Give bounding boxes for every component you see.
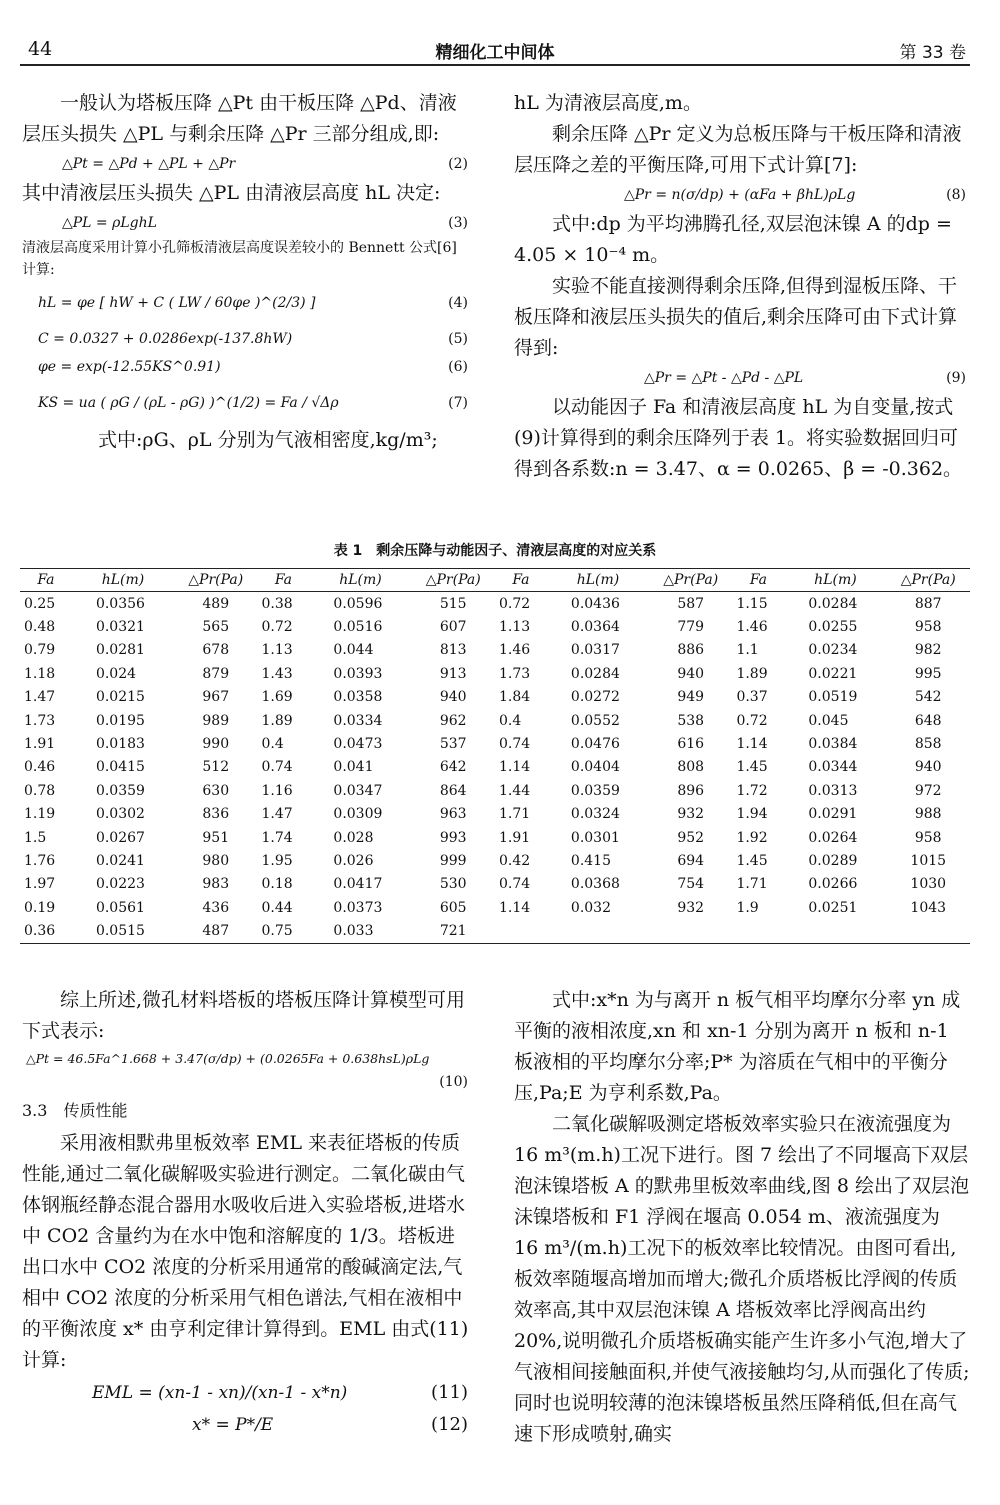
table-cell: 0.0234	[808, 642, 858, 659]
table-cell: 1015	[910, 852, 947, 869]
table-cell: 932	[677, 899, 705, 916]
table-cell: 0.0215	[95, 689, 145, 706]
table-cell: 972	[914, 782, 942, 799]
table-cell: 0.0255	[808, 619, 858, 636]
table-cell: 630	[202, 782, 230, 799]
table-cell: 0.72	[498, 595, 531, 612]
table-cell: 0.38	[261, 595, 293, 612]
table-cell: 940	[914, 759, 942, 776]
table-cell: 1.73	[498, 665, 531, 682]
table-cell: 0.0272	[570, 689, 620, 706]
paragraph: 式中:dp 为平均沸腾孔径,双层泡沫镍 A 的dp = 4.05 × 10⁻⁴ m。	[514, 213, 952, 266]
table-cell: 0.0359	[95, 782, 145, 799]
equation-number: (8)	[946, 187, 966, 203]
table-cell: 0.0321	[95, 619, 145, 636]
table-cell: 0.028	[333, 829, 374, 846]
table-cell: 0.041	[333, 759, 374, 776]
table-cell: 963	[439, 806, 467, 823]
table-cell: 0.032	[570, 899, 611, 916]
table-cell: 1.45	[736, 759, 768, 776]
table-row	[20, 592, 970, 616]
table-cell: 0.0264	[808, 829, 858, 846]
table-cell: 0.0417	[333, 876, 383, 893]
table-cell: 0.0515	[72, 919, 174, 943]
table-cell: 0.0347	[333, 782, 383, 799]
table-cell: 1.95	[261, 852, 293, 869]
equation-9	[514, 364, 970, 392]
table-cell: 982	[914, 642, 942, 659]
equation-10	[22, 1047, 472, 1071]
section-heading: 3.3 传质性能	[22, 1101, 128, 1120]
table-cell	[732, 919, 784, 943]
table-cell: 1.45	[736, 852, 768, 869]
table-cell: 1.73	[24, 712, 56, 729]
table-cell: 0.25	[24, 595, 56, 612]
table-cell: 0.72	[261, 619, 293, 636]
table-cell: 0.044	[333, 642, 374, 659]
col-header: △Pr(Pa)	[649, 569, 732, 592]
table-cell: 879	[202, 665, 230, 682]
paragraph: 采用液相默弗里板效率 EML 来表征塔板的传质性能,通过二氧化碳解吸实验进行测定。二氧化碳由气体钢瓶经静态混合器用水吸收后进入实验塔板,进塔水中 CO2 含量约为在水中饱和溶解度的 1/3。塔板进出口水中 CO2 浓度的分析采用通常的酸碱滴定法,气相中 CO2 浓度的分析采用气相色谱法,气相在液相中的平衡浓度 x* 由亨利定律计算得到。EML 由式(11)计算:	[22, 1132, 469, 1371]
table-cell: 616	[677, 736, 705, 753]
table-cell: 0.48	[24, 619, 56, 636]
table-row	[20, 896, 970, 919]
table-cell: 0.0313	[808, 782, 858, 799]
table-cell: 0.42	[498, 852, 531, 869]
table-cell: 0.0473	[333, 736, 383, 753]
table-cell: 0.44	[261, 899, 293, 916]
paragraph: 综上所述,微孔材料塔板的塔板压降计算模型可用下式表示:	[22, 989, 466, 1042]
table-cell: 0.72	[736, 712, 768, 729]
table-cell: 0.033	[309, 919, 411, 943]
page-number: 44	[28, 38, 53, 60]
equation-8	[514, 181, 970, 209]
equation-number: (2)	[448, 156, 468, 172]
table-cell: 1.44	[498, 782, 531, 799]
table-cell: 0.74	[498, 876, 531, 893]
left-column-bottom	[22, 985, 472, 1440]
equation-text: hL = φe [ hW + C ( LW / 60φe )^(2/3) ]	[38, 295, 316, 311]
table-cell: 836	[202, 806, 230, 823]
table-cell: 0.0552	[570, 712, 620, 729]
table-cell: 648	[914, 712, 942, 729]
table-cell: 642	[439, 759, 467, 776]
equation-text: △Pr = △Pt - △Pd - △PL	[644, 370, 804, 386]
table-row	[20, 873, 970, 896]
table-cell: 512	[202, 759, 230, 776]
table-cell: 958	[914, 829, 942, 846]
table-cell: 0.0284	[808, 595, 858, 612]
equation-4	[22, 281, 472, 325]
table-cell: 0.36	[20, 919, 72, 943]
table-cell: 0.0393	[333, 665, 383, 682]
equation-6	[22, 353, 472, 381]
table-cell: 0.0368	[570, 876, 620, 893]
equation-3	[22, 209, 472, 237]
table-cell: 0.0266	[808, 876, 858, 893]
col-header: △Pr(Pa)	[412, 569, 495, 592]
volume-label: 第 33 卷	[899, 43, 966, 63]
equation-number: (6)	[448, 359, 468, 375]
table-cell: 1.94	[736, 806, 768, 823]
equation-number: (3)	[448, 215, 468, 231]
col-header: △Pr(Pa)	[886, 569, 970, 592]
paragraph: 以动能因子 Fa 和清液层高度 hL 为自变量,按式(9)计算得到的剩余压降列于表 1。将实验数据回归可得到各系数:n = 3.47、α = 0.0265、β = -0.362。	[514, 396, 963, 480]
table-cell: 1.72	[736, 782, 768, 799]
table-cell: 0.0309	[333, 806, 383, 823]
table-cell: 1.15	[736, 595, 768, 612]
equation-11	[22, 1376, 472, 1410]
equation-text: △Pr = n(σ/dp) + (αFa + βhL)ρLg	[624, 187, 856, 203]
table-cell: 1.91	[498, 829, 531, 846]
table-cell: 952	[677, 829, 705, 846]
table-cell: 0.75	[257, 919, 309, 943]
table-cell: 995	[914, 665, 942, 682]
table-cell: 0.0267	[95, 829, 145, 846]
table-cell: 0.0221	[808, 665, 858, 682]
table-row	[20, 826, 970, 849]
table-cell: 587	[677, 595, 705, 612]
table-cell: 607	[439, 619, 467, 636]
equation-number: (11)	[431, 1382, 468, 1403]
table-cell: 990	[202, 736, 230, 753]
table-cell: 1.46	[736, 619, 768, 636]
paragraph: 式中:ρG、ρL 分别为气液相密度,kg/m³;	[98, 429, 438, 451]
table-cell: 0.0223	[95, 876, 145, 893]
table-cell: 962	[439, 712, 467, 729]
table-cell: 1.19	[24, 806, 56, 823]
table-cell: 678	[202, 642, 230, 659]
table-row	[20, 803, 970, 826]
table-cell: 0.0344	[808, 759, 858, 776]
table-cell: 694	[677, 852, 705, 869]
table-cell: 0.0519	[808, 689, 858, 706]
table-cell: 951	[202, 829, 230, 846]
table-cell: 1.97	[24, 876, 56, 893]
paragraph: 清液层高度采用计算小孔筛板清液层高度误差较小的 Bennett 公式[6] 计算:	[22, 240, 457, 278]
table-cell: 0.0251	[808, 899, 858, 916]
table-cell: 1.14	[736, 736, 768, 753]
table-cell: 1.43	[261, 665, 293, 682]
table-cell: 436	[202, 899, 230, 916]
table-cell: 0.4	[498, 712, 522, 729]
table-cell: 988	[914, 806, 942, 823]
paragraph: 二氧化碳解吸测定塔板效率实验只在液流强度为 16 m³(m.h)工况下进行。图 7 绘出了不同堰高下双层泡沫镍塔板 A 的默弗里板效率曲线,图 8 绘出了双层泡沫镍塔板和 F1 浮阀在堰高 0.054 m、液流强度为 16 m³/(m.h)工况下的板效率比较情况。由图可看出,板效率随堰高增加而增大;微孔介质塔板比浮阀的传质效率高,其中双层泡沫镍 A 塔板效率比浮阀高出约 20%,说明微孔介质塔板确实能产生许多小气泡,增大了气液相间接触面积,并使气液接触均匀,从而强化了传质;同时也说明较薄的泡沫镍塔板虽然压降稍低,但在高气速下形成喷射,确实	[514, 1113, 970, 1445]
col-header: Fa	[732, 569, 784, 592]
paragraph: 剩余压降 △Pr 定义为总板压降与干板压降和清液层压降之差的平衡压降,可用下式计算[7]:	[514, 123, 962, 176]
table-cell: 0.46	[24, 759, 56, 776]
equation-number: (12)	[431, 1414, 468, 1435]
equation-7	[22, 381, 472, 425]
table-cell: 0.0183	[95, 736, 145, 753]
table-cell: 858	[914, 736, 942, 753]
table-cell: 887	[914, 595, 942, 612]
table-row	[20, 756, 970, 779]
equation-number: (9)	[946, 370, 966, 386]
paragraph: 其中清液层压头损失 △PL 由清液层高度 hL 决定:	[22, 182, 441, 204]
table-cell: 0.78	[24, 782, 56, 799]
table-cell: 0.0561	[95, 899, 145, 916]
equation-text: C = 0.0327 + 0.0286exp(-137.8hW)	[38, 331, 293, 347]
table-cell: 808	[677, 759, 705, 776]
table-cell: 1043	[910, 899, 947, 916]
col-header: Fa	[20, 569, 72, 592]
table-cell: 0.0324	[570, 806, 620, 823]
table-cell: 993	[439, 829, 467, 846]
col-header: Fa	[257, 569, 309, 592]
table-header-row	[20, 569, 970, 592]
table-cell: 0.045	[808, 712, 849, 729]
equation-2	[22, 150, 472, 178]
table-cell: 721	[412, 919, 495, 943]
table-row	[20, 732, 970, 755]
table-cell: 1.69	[261, 689, 293, 706]
table-row	[20, 615, 970, 638]
table-cell: 542	[914, 689, 942, 706]
col-header: hL(m)	[784, 569, 886, 592]
equation-text: △PL = ρLghL	[62, 215, 157, 231]
table-cell: 0.0373	[333, 899, 383, 916]
equation-number: (10)	[439, 1074, 468, 1090]
table-cell: 0.79	[24, 642, 56, 659]
table-cell: 489	[202, 595, 230, 612]
table-cell: 1.46	[498, 642, 531, 659]
table-cell: 1.13	[261, 642, 293, 659]
table-cell	[495, 919, 547, 943]
table-row	[20, 709, 970, 732]
table-cell: 932	[677, 806, 705, 823]
table-cell: 913	[439, 665, 467, 682]
table-cell: 0.0334	[333, 712, 383, 729]
table-cell: 0.0364	[570, 619, 620, 636]
table-cell: 538	[677, 712, 705, 729]
data-table	[20, 568, 970, 944]
table-cell: 1.89	[736, 665, 768, 682]
table-cell: 1.92	[736, 829, 768, 846]
table-cell: 0.0301	[570, 829, 620, 846]
table-cell: 1.18	[24, 665, 56, 682]
journal-title: 精细化工中间体	[435, 43, 555, 63]
table-cell: 1.47	[24, 689, 56, 706]
table-cell: 0.0356	[95, 595, 145, 612]
paragraph: 一般认为塔板压降 △Pt 由干板压降 △Pd、清液层压头损失 △PL 与剩余压降 △Pr 三部分组成,即:	[22, 92, 457, 145]
table-cell: 813	[439, 642, 467, 659]
table-cell: 0.0291	[808, 806, 858, 823]
table-cell: 1.76	[24, 852, 56, 869]
equation-text: △Pt = △Pd + △PL + △Pr	[62, 156, 236, 172]
table-cell: 983	[202, 876, 230, 893]
table-cell: 886	[677, 642, 705, 659]
table-cell: 0.0241	[95, 852, 145, 869]
table-row	[20, 639, 970, 662]
table-cell: 0.0476	[570, 736, 620, 753]
equation-12	[22, 1410, 472, 1440]
table-cell: 565	[202, 619, 230, 636]
table-cell: 0.0358	[333, 689, 383, 706]
table-cell: 1.84	[498, 689, 531, 706]
col-header: hL(m)	[309, 569, 411, 592]
table-cell: 537	[439, 736, 467, 753]
table-cell: 1.91	[24, 736, 56, 753]
table-cell: 1.47	[261, 806, 293, 823]
left-column-top	[22, 88, 472, 456]
table-cell: 1.5	[24, 829, 47, 846]
table-row	[20, 919, 970, 943]
table-cell: 0.0415	[95, 759, 145, 776]
page-header	[20, 34, 970, 66]
equation-text: KS = ua ( ρG / (ρL - ρG) )^(1/2) = Fa / √Δρ	[38, 395, 339, 411]
table-cell: 0.0596	[333, 595, 383, 612]
table-row	[20, 779, 970, 802]
table-cell: 530	[439, 876, 467, 893]
table-cell: 0.74	[261, 759, 293, 776]
table-cell: 0.024	[95, 665, 137, 682]
table-cell: 0.415	[570, 852, 611, 869]
table-cell: 940	[677, 665, 705, 682]
table-cell: 0.0404	[570, 759, 620, 776]
equation-text: EML = (xn-1 - xn)/(xn-1 - x*n)	[92, 1383, 348, 1403]
table-cell: 1030	[910, 876, 947, 893]
table-cell: 0.0302	[95, 806, 145, 823]
right-column-top	[514, 88, 970, 485]
table-cell: 989	[202, 712, 230, 729]
equation-text: φe = exp(-12.55KS^0.91)	[38, 359, 221, 375]
table-cell: 0.18	[261, 876, 293, 893]
table-cell: 0.0384	[808, 736, 858, 753]
table-cell: 958	[914, 619, 942, 636]
table-cell: 0.4	[261, 736, 284, 753]
table-cell: 0.026	[333, 852, 374, 869]
table-row	[20, 662, 970, 685]
table-cell: 754	[677, 876, 705, 893]
paragraph: hL 为清液层高度,m。	[514, 92, 702, 114]
table-cell: 1.9	[736, 899, 759, 916]
table-cell: 999	[439, 852, 467, 869]
table-cell: 0.0284	[570, 665, 620, 682]
table-cell: 0.0516	[333, 619, 383, 636]
paragraph: 实验不能直接测得剩余压降,但得到湿板压降、干板压降和液层压头损失的值后,剩余压降可由下式计算得到:	[514, 275, 958, 359]
equation-text: x* = P*/E	[192, 1415, 274, 1435]
equation-number: (5)	[448, 331, 468, 347]
table-cell: 0.19	[24, 899, 56, 916]
table-cell: 1.1	[736, 642, 759, 659]
table-cell: 967	[202, 689, 230, 706]
table-cell	[784, 919, 886, 943]
table-cell: 487	[174, 919, 257, 943]
table-cell: 0.0281	[95, 642, 145, 659]
table-cell: 0.0359	[570, 782, 620, 799]
table-cell: 896	[677, 782, 705, 799]
table-row	[20, 849, 970, 872]
table-cell: 949	[677, 689, 705, 706]
table-cell: 940	[439, 689, 467, 706]
right-column-bottom	[514, 985, 970, 1450]
table-cell: 779	[677, 619, 705, 636]
table-caption: 表 1 剩余压降与动能因子、清液层高度的对应关系	[333, 543, 657, 559]
col-header: hL(m)	[547, 569, 649, 592]
col-header: Fa	[495, 569, 547, 592]
table-cell: 1.71	[736, 876, 768, 893]
table-cell: 0.0195	[95, 712, 145, 729]
equation-text: △Pt = 46.5Fa^1.668 + 3.47(σ/dp) + (0.0265Fa + 0.638hsL)ρLg	[26, 1051, 430, 1066]
paragraph: 式中:x*n 为与离开 n 板气相平均摩尔分率 yn 成平衡的液相浓度,xn 和 xn-1 分别为离开 n 板和 n-1 板液相的平均摩尔分率;P* 为溶质在气相中的平衡分压,Pa;E 为亨利系数,Pa。	[514, 989, 961, 1104]
table-cell: 1.89	[261, 712, 293, 729]
equation-10-number-line	[22, 1071, 472, 1093]
table-cell: 1.14	[498, 759, 531, 776]
table-cell: 0.74	[498, 736, 531, 753]
equation-number: (4)	[448, 295, 468, 311]
table-cell: 605	[439, 899, 467, 916]
equation-number: (7)	[448, 395, 468, 411]
table-cell	[649, 919, 732, 943]
table-cell	[547, 919, 649, 943]
equation-5	[22, 325, 472, 353]
table-cell	[886, 919, 970, 943]
table-cell: 1.74	[261, 829, 293, 846]
table-cell: 980	[202, 852, 230, 869]
table-row	[20, 686, 970, 709]
table-cell: 0.0289	[808, 852, 858, 869]
table-cell: 0.0436	[570, 595, 620, 612]
table-cell: 1.13	[498, 619, 531, 636]
table-cell: 864	[439, 782, 467, 799]
table-cell: 1.16	[261, 782, 293, 799]
col-header: hL(m)	[72, 569, 174, 592]
table-cell: 0.37	[736, 689, 768, 706]
table-cell: 515	[439, 595, 467, 612]
table-cell: 0.0317	[570, 642, 620, 659]
table-cell: 1.14	[498, 899, 531, 916]
col-header: △Pr(Pa)	[174, 569, 257, 592]
table-cell: 1.71	[498, 806, 531, 823]
